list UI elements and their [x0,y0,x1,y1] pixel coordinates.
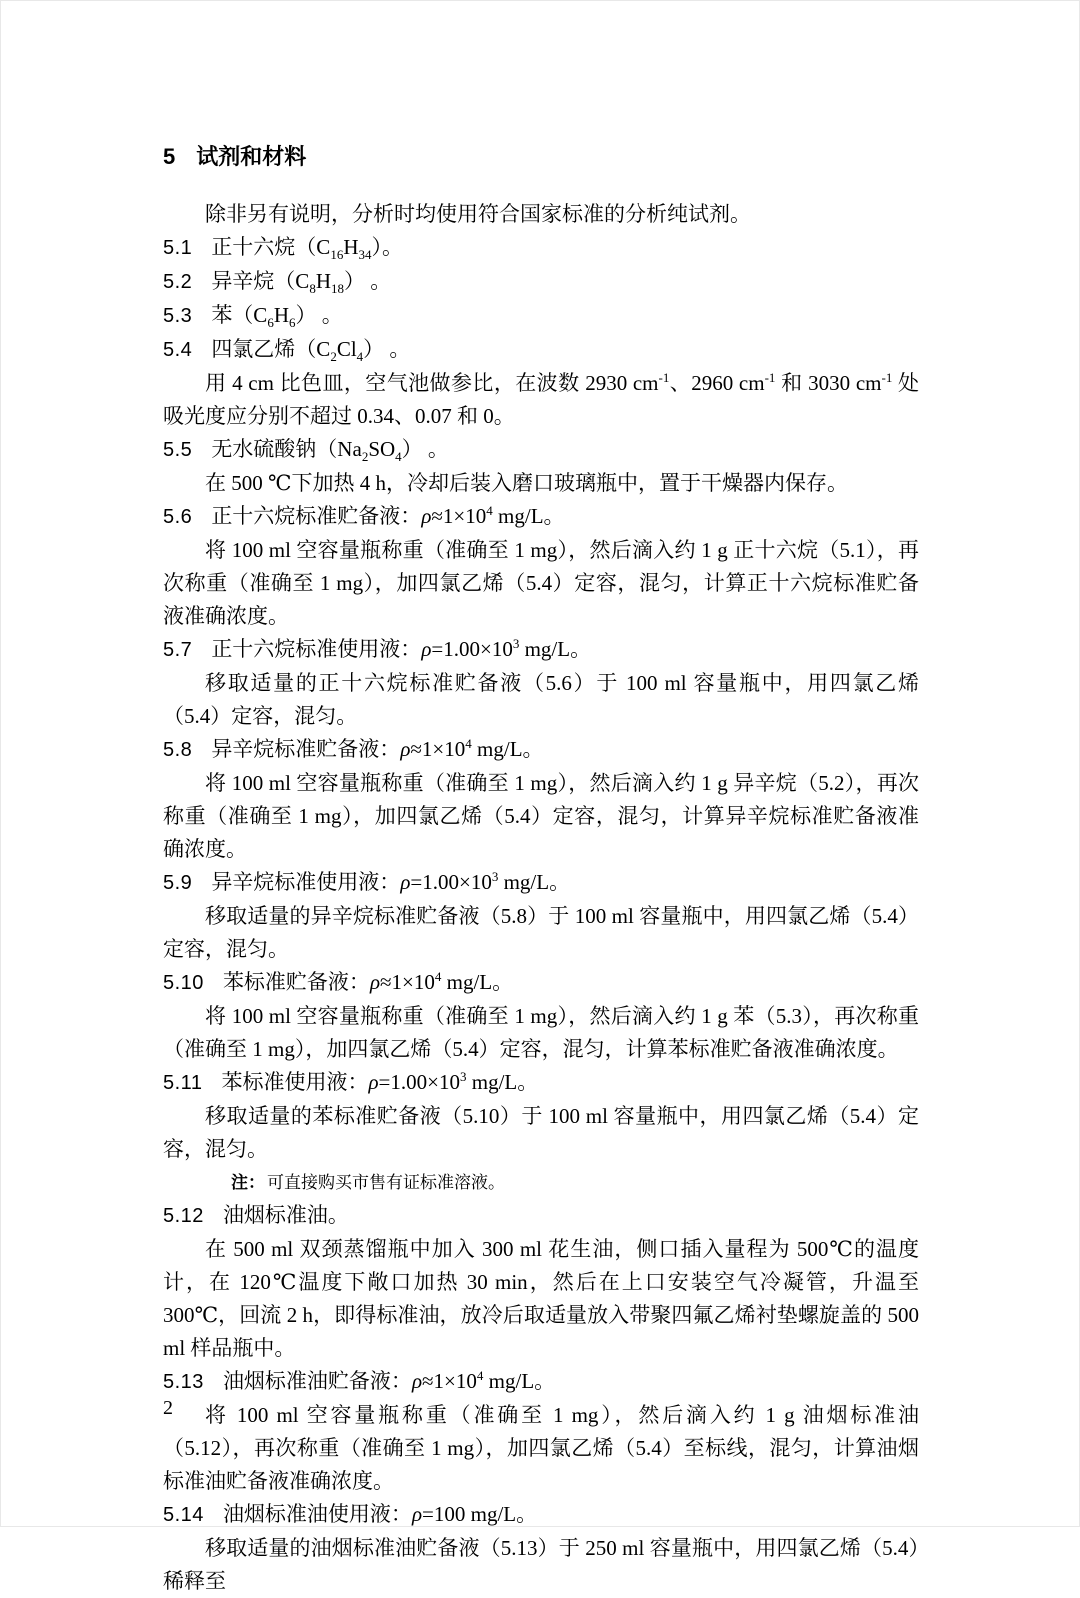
paragraph-22: 在 500 ml 双颈蒸馏瓶中加入 300 ml 花生油，侧口插入量程为 500℃的温度计，在 120℃温度下敞口加热 30 min，然后在上口安装空气冷凝管，升温至 300℃，回流 2 h，即得标准油，放冷后取适量放入带聚四氟乙烯衬垫螺旋盖的 500 ml 样品瓶中。 [163,1237,919,1360]
paragraph-9: 将 100 ml 空容量瓶称重（准确至 1 mg），然后滴入约 1 g 正十六烷（5.1），再次称重（准确至 1 mg），加四氯乙烯（5.4）定容，混匀，计算正十六烷标准贮备液准确浓度。 [163,538,919,628]
clause-number: 5.2 [163,271,193,293]
clause-number: 5.3 [163,305,193,327]
clause-number: 5.4 [163,339,193,361]
clause-number: 5.6 [163,506,193,528]
section-heading [163,140,919,173]
clause-5.8: 5.8 异辛烷标准贮备液：$\rho\approx 1\times 10^4$ mg/L。 [163,736,544,761]
clause-5.12: 5.12 油烟标准油。 [163,1203,349,1227]
clause-5.1: 5.1 正十六烷$(C_{16}H_{34})$。 [163,235,403,263]
clause-number: 5.10 [163,972,204,994]
paragraph-11: 移取适量的正十六烷标准贮备液（5.6）于 100 ml 容量瓶中，用四氯乙烯（5.4）定容，混匀。 [163,671,919,728]
clause-number: 5.9 [163,872,193,894]
clause-5.7: 5.7 正十六烷标准使用液：$\rho=1.00\times 10^3$ mg/L。 [163,636,592,661]
clause-number: 5.12 [163,1205,204,1227]
clause-5.13: 5.13 油烟标准油贮备液：$\rho\approx 1\times 10^4$ mg/L。 [163,1368,556,1393]
clause-5.2: 5.2 异辛烷$(C_8H_{18})$ 。 [163,269,392,297]
document-body [163,198,919,1598]
paragraph-24: 将 100 ml 空容量瓶称重（准确至 1 mg），然后滴入约 1 g 油烟标准油（5.12），再次称重（准确至 1 mg），加四氯乙烯（5.4）至标线，混匀，计算油烟标准油贮备液准确浓度。 [163,1403,919,1493]
paragraph-7: 在 500 ℃下加热 4 h，冷却后装入磨口玻璃瓶中，置于干燥器内保存。 [205,471,848,495]
clause-5.11: 5.11 苯标准使用液：$\rho=1.00\times 10^3$ mg/L。 [163,1069,539,1094]
clause-number: 5.14 [163,1504,204,1526]
paragraph-26: 移取适量的油烟标准油贮备液（5.13）于 250 ml 容量瓶中，用四氯乙烯（5.4）稀释至 [163,1536,919,1593]
clause-5.9: 5.9 异辛烷标准使用液：$\rho=1.00\times 10^3$ mg/L。 [163,869,571,894]
paragraph-0: 除非另有说明，分析时均使用符合国家标准的分析纯试剂。 [205,202,751,226]
clause-number: 5.11 [163,1072,203,1094]
clause-5.14: 5.14 油烟标准油使用液：ρ=100 mg/L。 [163,1502,538,1526]
page-content [163,140,919,1598]
paragraph-5: 用 4 cm 比色皿，空气池做参比，在波数 2930 $cm^{-1}$、2960 $cm^{-1}$ 和 3030 $cm^{-1}$ 处吸光度应分别不超过 0.34、0.07 和 0。 [163,370,920,428]
clause-number: 5.13 [163,1371,204,1393]
page-number: 2 [163,1397,173,1419]
clause-number: 5.5 [163,439,193,461]
clause-number: 5.8 [163,739,193,761]
clause-5.3: 5.3 苯$(C_6H_6)$ 。 [163,303,343,331]
clause-5.4: 5.4 四氯乙烯$(C_2Cl_4)$ 。 [163,337,411,365]
clause-5.6: 5.6 正十六烷标准贮备液：$\rho\approx 1\times 10^4$ mg/L。 [163,503,565,528]
clause-number: 5.1 [163,237,193,259]
clause-number: 5.7 [163,639,193,661]
note-label: 注： [231,1173,265,1192]
section-heading-title: 试剂和材料 [196,144,307,169]
note: 注： 可直接购买市售有证标准溶液。 [231,1173,505,1192]
paragraph-15: 移取适量的异辛烷标准贮备液（5.8）于 100 ml 容量瓶中，用四氯乙烯（5.4）定容，混匀。 [163,904,919,961]
clause-5.5: 5.5 无水硫酸钠$(Na_2SO_4)$ 。 [163,437,449,465]
paragraph-19: 移取适量的苯标准贮备液（5.10）于 100 ml 容量瓶中，用四氯乙烯（5.4）定容，混匀。 [163,1104,919,1161]
section-heading-number: 5 [163,144,176,169]
clause-5.10: 5.10 苯标准贮备液：$\rho\approx 1\times 10^4$ mg/L。 [163,969,514,994]
paragraph-13: 将 100 ml 空容量瓶称重（准确至 1 mg），然后滴入约 1 g 异辛烷（5.2），再次称重（准确至 1 mg），加四氯乙烯（5.4）定容，混匀，计算异辛烷标准贮备液准确浓度。 [163,771,919,861]
paragraph-17: 将 100 ml 空容量瓶称重（准确至 1 mg），然后滴入约 1 g 苯（5.3），再次称重（准确至 1 mg），加四氯乙烯（5.4）定容，混匀，计算苯标准贮备液准确浓度。 [163,1004,919,1061]
